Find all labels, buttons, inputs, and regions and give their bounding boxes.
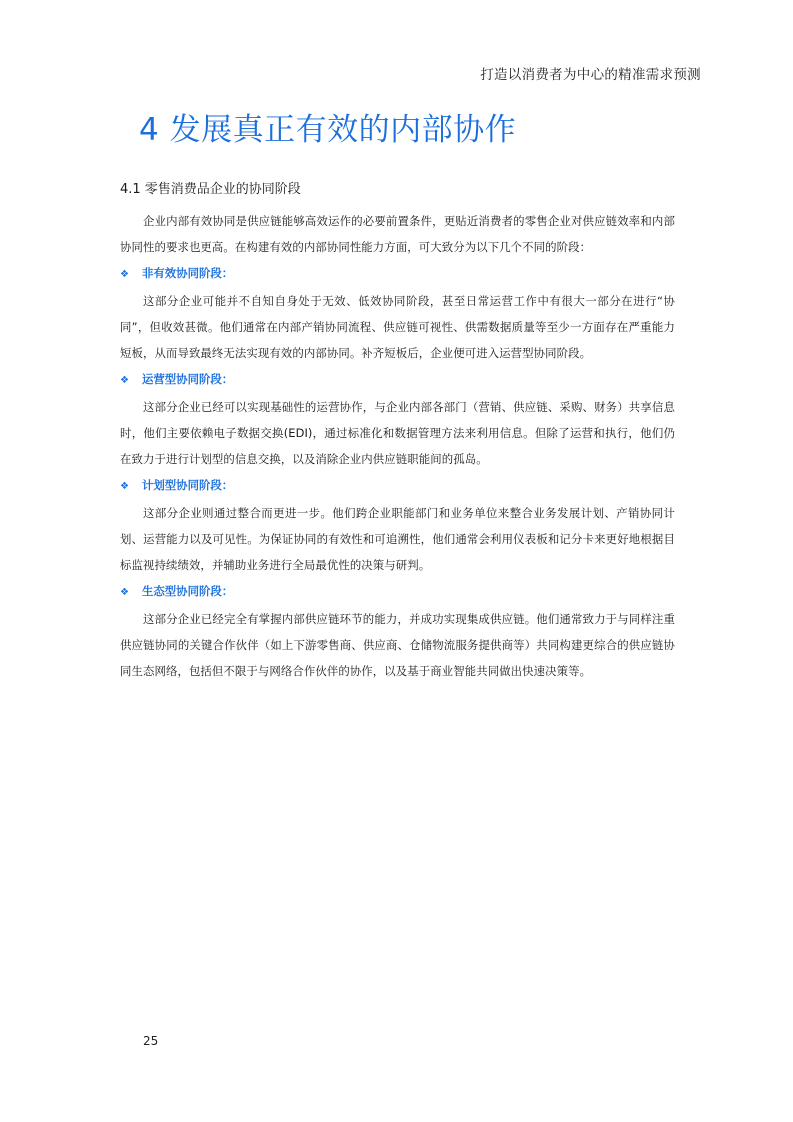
intro-paragraph: 企业内部有效协同是供应链能够高效运作的必要前置条件，更贴近消费者的零售企业对供应链效率和内部协同性的要求也更高。在构建有效的内部协同性能力方面，可大致分为以下几个不同的阶段：	[120, 214, 675, 254]
diamond-bullet-icon: ❖	[120, 269, 129, 280]
diamond-bullet-icon: ❖	[120, 587, 129, 598]
diamond-bullet-icon: ❖	[120, 481, 129, 492]
stage-paragraph-ineffective: 这部分企业可能并不自知自身处于无效、低效协同阶段，甚至日常运营工作中有很大一部分在进行“协同”，但收效甚微。他们通常在内部产销协同流程、供应链可视性、供需数据质量等至少一方面存在严重能力短板，从而导致最终无法实现有效的内部协同。补齐短板后，企业便可进入运营型协同阶段。	[120, 294, 675, 360]
stage-heading-ineffective	[120, 260, 675, 288]
chapter-title: 4 发展真正有效的内部协作	[139, 112, 517, 148]
stage-heading-planning	[120, 472, 675, 500]
running-header: 打造以消费者为中心的精准需求预测	[480, 67, 701, 83]
section-heading: 4.1 零售消费品企业的协同阶段	[120, 182, 301, 197]
stage-heading-ecosystem	[120, 578, 675, 606]
stage-paragraph-planning: 这部分企业则通过整合而更进一步。他们跨企业职能部门和业务单位来整合业务发展计划、产销协同计划、运营能力以及可见性。为保证协同的有效性和可追溯性，他们通常会利用仪表板和记分卡来更好地根据目标监视持续绩效，并辅助业务进行全局最优性的决策与研判。	[120, 506, 675, 572]
stage-title: 非有效协同阶段：	[142, 266, 234, 280]
stage-title: 计划型协同阶段：	[142, 478, 234, 492]
page-number: 25	[143, 1034, 159, 1048]
stage-paragraph-ecosystem: 这部分企业已经完全有掌握内部供应链环节的能力，并成功实现集成供应链。他们通常致力于与同样注重供应链协同的关键合作伙伴（如上下游零售商、供应商、仓储物流服务提供商等）共同构建更综合的供应链协同生态网络，包括但不限于与网络合作伙伴的协作，以及基于商业智能共同做出快速决策等。	[120, 612, 675, 678]
stage-title: 生态型协同阶段：	[142, 584, 234, 598]
stage-paragraph-operational: 这部分企业已经可以实现基础性的运营协作，与企业内部各部门（营销、供应链、采购、财务）共享信息时，他们主要依赖电子数据交换(EDI)，通过标准化和数据管理方法来利用信息。但除了运营和执行，他们仍在致力于进行计划型的信息交换，以及消除企业内供应链职能间的孤岛。	[120, 400, 675, 466]
stage-title: 运营型协同阶段：	[142, 372, 234, 386]
diamond-bullet-icon: ❖	[120, 375, 129, 386]
stage-heading-operational	[120, 366, 675, 394]
section-body	[120, 208, 675, 684]
